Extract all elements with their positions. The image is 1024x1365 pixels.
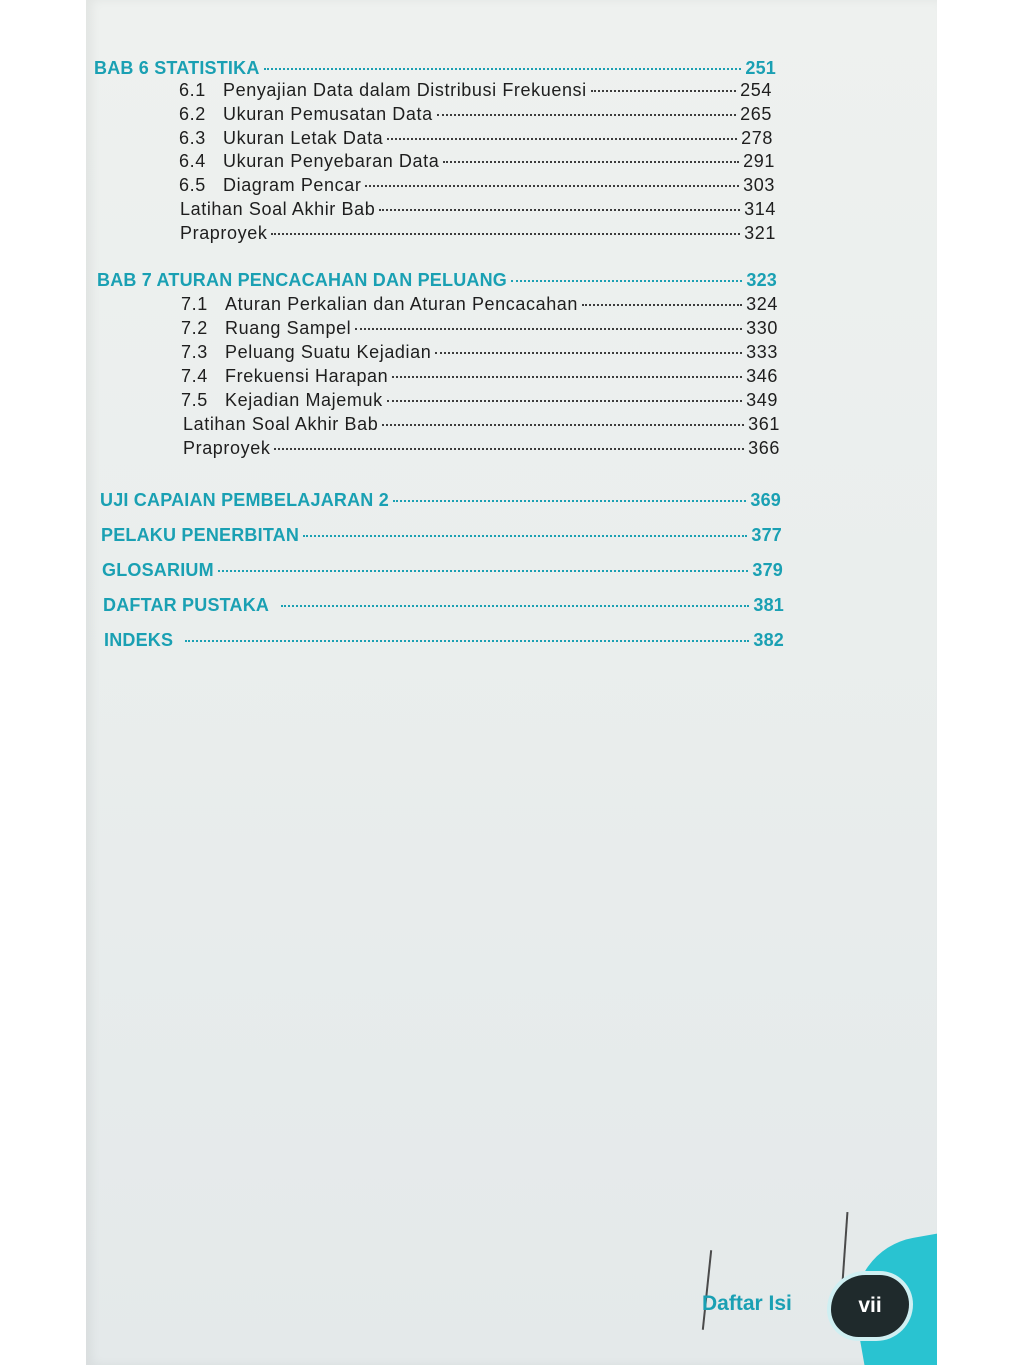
- toc-chapter-7[interactable]: [97, 270, 777, 291]
- chapter-page: 379: [752, 560, 783, 580]
- leader-dots: [355, 328, 742, 330]
- leader-dots: [582, 304, 742, 306]
- leader-dots: [511, 280, 742, 282]
- chapter-title: BAB 7 ATURAN PENCACAHAN DAN PELUANG: [97, 270, 508, 290]
- entry-title: Penyajian Data dalam Distribusi Frekuensi: [223, 80, 587, 100]
- entry-page: 366: [748, 438, 780, 458]
- entry-page: 349: [746, 390, 778, 410]
- leader-dots: [303, 535, 747, 537]
- toc-entry[interactable]: [179, 104, 772, 125]
- entry-title: Kejadian Majemuk: [225, 390, 383, 410]
- entry-title: Ukuran Letak Data: [223, 128, 384, 148]
- chapter-page: 369: [750, 490, 781, 510]
- toc-daftar-pustaka[interactable]: [103, 595, 784, 616]
- entry-title: Latihan Soal Akhir Bab: [183, 414, 379, 434]
- leader-dots: [591, 90, 736, 92]
- leader-dots: [437, 114, 736, 116]
- leader-dots: [387, 400, 742, 402]
- toc-chapter-6[interactable]: [94, 58, 776, 79]
- chapter-page: 382: [753, 630, 784, 650]
- toc-entry[interactable]: [180, 199, 776, 220]
- toc-entry[interactable]: [181, 294, 778, 315]
- entry-title: Frekuensi Harapan: [225, 366, 389, 386]
- leader-dots: [274, 448, 744, 450]
- leader-dots: [185, 640, 749, 642]
- toc-pelaku-penerbitan[interactable]: [101, 525, 782, 546]
- toc-entry[interactable]: [179, 80, 772, 101]
- entry-number: 7.3: [181, 342, 208, 362]
- leader-dots: [443, 161, 739, 163]
- entry-page: 346: [746, 366, 778, 386]
- toc-indeks[interactable]: [104, 630, 784, 651]
- entry-title: Praproyek: [183, 438, 271, 458]
- chapter-title: DAFTAR PUSTAKA: [103, 595, 270, 615]
- entry-page: 303: [743, 175, 775, 195]
- decorative-line: [842, 1212, 849, 1282]
- footer-section-label: Daftar Isi: [702, 1292, 792, 1315]
- toc-entry[interactable]: [183, 438, 780, 459]
- leader-dots: [435, 352, 742, 354]
- entry-page: 254: [740, 80, 772, 100]
- toc-entry[interactable]: [181, 390, 778, 411]
- entry-title: Latihan Soal Akhir Bab: [180, 199, 376, 219]
- entry-page: 330: [746, 318, 778, 338]
- book-page: [86, 0, 937, 1365]
- chapter-title: GLOSARIUM: [102, 560, 214, 580]
- leader-dots: [271, 233, 740, 235]
- toc-entry[interactable]: [181, 318, 778, 339]
- toc-entry[interactable]: [179, 151, 775, 172]
- entry-page: 324: [746, 294, 778, 314]
- chapter-title: PELAKU PENERBITAN: [101, 525, 300, 545]
- entry-page: 361: [748, 414, 780, 434]
- chapter-page: 377: [751, 525, 782, 545]
- leader-dots: [392, 376, 742, 378]
- page-number: vii: [858, 1294, 882, 1317]
- entry-page: 333: [746, 342, 778, 362]
- page-number-badge: [831, 1275, 909, 1337]
- entry-number: 6.1: [179, 80, 206, 100]
- chapter-title: INDEKS: [104, 630, 174, 650]
- entry-number: 7.2: [181, 318, 208, 338]
- entry-title: Praproyek: [180, 223, 268, 243]
- leader-dots: [387, 138, 737, 140]
- leader-dots: [382, 424, 744, 426]
- toc-entry[interactable]: [183, 414, 780, 435]
- chapter-title: UJI CAPAIAN PEMBELAJARAN 2: [100, 490, 389, 510]
- entry-number: 7.1: [181, 294, 208, 314]
- entry-title: Diagram Pencar: [223, 175, 362, 195]
- chapter-page: 251: [745, 58, 776, 78]
- toc-entry[interactable]: [181, 366, 778, 387]
- entry-title: Peluang Suatu Kejadian: [225, 342, 432, 362]
- leader-dots: [379, 209, 740, 211]
- entry-title: Aturan Perkalian dan Aturan Pencacahan: [225, 294, 579, 314]
- entry-title: Ruang Sampel: [225, 318, 352, 338]
- entry-number: 7.5: [181, 390, 208, 410]
- leader-dots: [218, 570, 749, 572]
- decorative-line: [702, 1250, 712, 1330]
- entry-page: 321: [744, 223, 776, 243]
- entry-number: 6.2: [179, 104, 206, 124]
- entry-title: Ukuran Pemusatan Data: [223, 104, 433, 124]
- entry-page: 265: [740, 104, 772, 124]
- leader-dots: [365, 185, 739, 187]
- leader-dots: [393, 500, 746, 502]
- toc-uji-capaian[interactable]: [100, 490, 781, 511]
- entry-title: Ukuran Penyebaran Data: [223, 151, 440, 171]
- toc-entry[interactable]: [180, 223, 776, 244]
- chapter-page: 323: [746, 270, 777, 290]
- toc-entry[interactable]: [179, 128, 773, 149]
- toc-glosarium[interactable]: [102, 560, 783, 581]
- toc-entry[interactable]: [181, 342, 778, 363]
- entry-page: 314: [744, 199, 776, 219]
- chapter-title: BAB 6 STATISTIKA: [94, 58, 260, 78]
- entry-page: 291: [743, 151, 775, 171]
- entry-number: 6.5: [179, 175, 206, 195]
- leader-dots: [264, 68, 742, 70]
- entry-number: 6.4: [179, 151, 206, 171]
- toc-entry[interactable]: [179, 175, 775, 196]
- entry-number: 7.4: [181, 366, 208, 386]
- entry-page: 278: [741, 128, 773, 148]
- chapter-page: 381: [753, 595, 784, 615]
- entry-number: 6.3: [179, 128, 206, 148]
- leader-dots: [281, 605, 749, 607]
